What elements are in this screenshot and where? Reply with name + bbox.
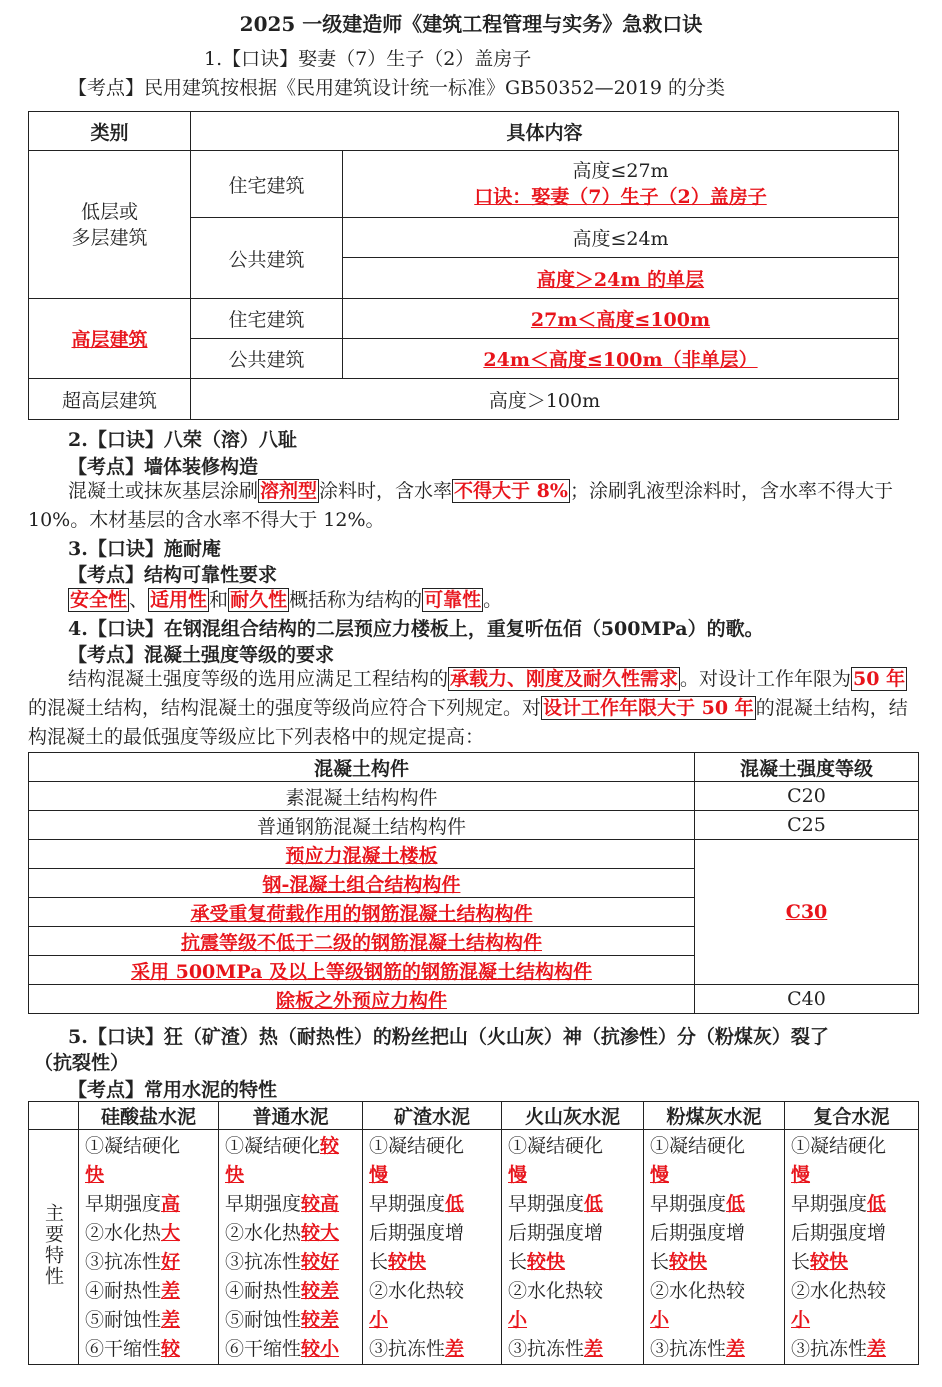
property-line — [369, 1132, 497, 1161]
property-text: 较快 — [810, 1251, 849, 1273]
member-row: 采用 500MPa 及以上等级钢筋的钢筋混凝土结构构件 — [29, 956, 695, 985]
cell-r3: 高度＞24m 的单层 — [343, 258, 899, 299]
property-line — [791, 1306, 914, 1335]
property-line — [650, 1161, 780, 1190]
header-member: 混凝土构件 — [29, 753, 695, 782]
property-text: ①凝结硬化 — [650, 1135, 746, 1157]
property-text: 高 — [161, 1193, 181, 1215]
ordinary-properties — [219, 1130, 363, 1365]
property-text: 低 — [445, 1193, 465, 1215]
composite-properties — [785, 1130, 919, 1365]
property-text: 较高 — [301, 1193, 340, 1215]
section3-point: 【考点】结构可靠性要求 — [68, 564, 278, 586]
s2-highlight-solvent: 溶剂型 — [260, 480, 318, 502]
cell-r6: 高度＞100m — [191, 379, 899, 420]
property-line — [85, 1219, 214, 1248]
property-line — [650, 1132, 780, 1161]
property-line — [650, 1248, 780, 1277]
property-text: ②水化热较 — [508, 1280, 604, 1302]
property-text: ⑤耐蚀性 — [85, 1309, 162, 1331]
section5-point: 【考点】常用水泥的特性 — [68, 1079, 278, 1101]
property-line — [85, 1306, 214, 1335]
property-text: ③抗冻性 — [369, 1338, 446, 1360]
property-line — [85, 1335, 214, 1364]
property-text: 较大 — [301, 1222, 340, 1244]
cell-low-multi — [29, 151, 191, 299]
section1-heading: 1.【口诀】娶妻（7）生子（2）盖房子 — [204, 48, 532, 70]
property-line — [225, 1161, 358, 1190]
header-grade: 混凝土强度等级 — [695, 753, 919, 782]
property-line — [225, 1132, 358, 1161]
property-text: 早期强度 — [85, 1193, 162, 1215]
property-text: ②水化热较 — [369, 1280, 465, 1302]
property-line — [650, 1335, 780, 1364]
property-text: 较 — [161, 1338, 181, 1360]
property-text: ②水化热 — [85, 1222, 162, 1244]
member-row: 承受重复荷载作用的钢筋混凝土结构构件 — [29, 898, 695, 927]
property-line — [508, 1190, 639, 1219]
property-text: 低 — [726, 1193, 746, 1215]
header-category: 类别 — [29, 112, 191, 151]
cement-properties-table — [28, 1101, 919, 1365]
section2-paragraph — [28, 477, 918, 535]
concrete-strength-table — [28, 752, 919, 1014]
property-text: 低 — [584, 1193, 604, 1215]
property-text: 大 — [161, 1222, 181, 1244]
s4-text-e: 的混凝土结构，结构混凝土的强度等级尚应符合下列规定。对 — [28, 697, 542, 719]
property-text: 较快 — [527, 1251, 566, 1273]
property-text: 低 — [867, 1193, 887, 1215]
property-text: ②水化热较 — [650, 1280, 746, 1302]
property-text: ③抗冻性 — [650, 1338, 727, 1360]
s3-mid: 概括称为结构的 — [289, 589, 423, 611]
section1-point — [68, 73, 725, 100]
point-label: 【考点】 — [68, 77, 145, 99]
property-line — [85, 1132, 214, 1161]
property-text: 早期强度 — [225, 1193, 302, 1215]
property-line — [369, 1219, 497, 1248]
s3-sep1: 、 — [129, 589, 149, 611]
property-text: 后期强度增 — [650, 1222, 746, 1244]
property-text: 差 — [161, 1280, 181, 1302]
property-text: 差 — [867, 1338, 887, 1360]
flyash-properties — [644, 1130, 785, 1365]
building-classification-table — [28, 111, 899, 420]
header-blank — [29, 1102, 79, 1130]
cell-low-multi-line1: 低层或 — [80, 200, 138, 223]
property-line — [85, 1161, 214, 1190]
property-line — [225, 1219, 358, 1248]
s4-highlight-capacity: 承载力、刚度及耐久性需求 — [450, 668, 679, 690]
property-text: ②水化热较 — [791, 1280, 887, 1302]
property-line — [791, 1132, 914, 1161]
property-text: 较 — [320, 1135, 340, 1157]
property-text: ①凝结硬化 — [85, 1135, 181, 1157]
property-line — [369, 1306, 497, 1335]
s4-text-g: 的混凝土结构，结构混凝土的最低强度等级应比下列表格中的规定提高： — [28, 697, 908, 748]
s3-durability: 耐久性 — [230, 589, 288, 611]
header-pozzolan: 火山灰水泥 — [502, 1102, 644, 1130]
property-text: 小 — [508, 1309, 528, 1331]
property-line — [225, 1248, 358, 1277]
cell-residential-2: 住宅建筑 — [191, 299, 343, 339]
property-line — [225, 1306, 358, 1335]
property-text: 差 — [445, 1338, 465, 1360]
member-row: 钢-混凝土组合结构构件 — [29, 869, 695, 898]
property-line — [225, 1277, 358, 1306]
header-composite: 复合水泥 — [785, 1102, 919, 1130]
property-text: 慢 — [791, 1164, 811, 1186]
property-text: 差 — [584, 1338, 604, 1360]
property-line — [508, 1132, 639, 1161]
property-line — [791, 1190, 914, 1219]
property-line — [508, 1248, 639, 1277]
section3-heading: 3.【口诀】施耐庵 — [68, 538, 221, 560]
property-text: 较快 — [669, 1251, 708, 1273]
property-line — [791, 1277, 914, 1306]
property-text: 小 — [369, 1309, 389, 1331]
s2-text-c: 涂料时，含水率 — [319, 480, 453, 502]
cell-public-2: 公共建筑 — [191, 339, 343, 379]
property-text: 早期强度 — [791, 1193, 868, 1215]
property-line — [791, 1161, 914, 1190]
pozzolan-properties — [502, 1130, 644, 1365]
property-text: 慢 — [508, 1164, 528, 1186]
property-text: 长 — [508, 1251, 528, 1273]
property-text: 小 — [791, 1309, 811, 1331]
property-line — [791, 1219, 914, 1248]
property-text: 快 — [85, 1164, 105, 1186]
s4-text-c: 。对设计工作年限为 — [680, 668, 852, 690]
property-line — [85, 1277, 214, 1306]
cell-r5: 24m＜高度≤100m（非单层） — [343, 339, 899, 379]
property-line — [508, 1306, 639, 1335]
cell-r2: 高度≤24m — [343, 218, 899, 258]
property-line — [369, 1277, 497, 1306]
cell-high-rise: 高层建筑 — [29, 299, 191, 379]
property-text: 较差 — [301, 1280, 340, 1302]
property-text: 小 — [650, 1309, 670, 1331]
section2-heading: 2.【口诀】八荣（溶）八耻 — [68, 429, 297, 451]
member-row: 普通钢筋混凝土结构构件 — [29, 811, 695, 840]
property-text: ①凝结硬化 — [791, 1135, 887, 1157]
property-line — [791, 1248, 914, 1277]
property-line — [508, 1335, 639, 1364]
property-text: 早期强度 — [508, 1193, 585, 1215]
s2-text-e: ；涂刷乳液型涂料时，含水率不得大于 10%。木材基层的含水率不得大于 12%。 — [28, 480, 893, 531]
cell-public: 公共建筑 — [191, 218, 343, 299]
point-text: 民用建筑按根据《民用建筑设计统一标准》GB50352—2019 的分类 — [144, 77, 725, 99]
s3-sep2: 和 — [209, 589, 229, 611]
property-text: 好 — [161, 1251, 181, 1273]
property-line — [225, 1190, 358, 1219]
property-text: 慢 — [369, 1164, 389, 1186]
s3-reliability: 可靠性 — [424, 589, 482, 611]
cell-r4: 27m＜高度≤100m — [343, 299, 899, 339]
grade-c40: C40 — [695, 985, 919, 1014]
portland-properties — [79, 1130, 219, 1365]
property-text: ③抗冻性 — [225, 1251, 302, 1273]
property-text: 长 — [369, 1251, 389, 1273]
s3-applicability: 适用性 — [150, 589, 208, 611]
property-text: ①凝结硬化 — [369, 1135, 465, 1157]
member-row: 预应力混凝土楼板 — [29, 840, 695, 869]
property-text: ③抗冻性 — [508, 1338, 585, 1360]
property-text: ①凝结硬化 — [508, 1135, 604, 1157]
section5-heading-line1: 5.【口诀】狂（矿渣）热（耐热性）的粉丝把山（火山灰）神（抗渗性）分（粉煤灰）裂了 — [68, 1026, 829, 1048]
cell-super-high: 超高层建筑 — [29, 379, 191, 420]
section4-paragraph — [28, 665, 918, 752]
header-ordinary: 普通水泥 — [219, 1102, 363, 1130]
s4-text-a: 结构混凝土强度等级的选用应满足工程结构的 — [68, 668, 449, 690]
section3-paragraph — [68, 585, 502, 612]
property-text: 差 — [726, 1338, 746, 1360]
property-text: 早期强度 — [650, 1193, 727, 1215]
grade-c20: C20 — [695, 782, 919, 811]
property-text: 较好 — [301, 1251, 340, 1273]
property-line — [225, 1335, 358, 1364]
member-row: 素混凝土结构构件 — [29, 782, 695, 811]
property-text: 长 — [650, 1251, 670, 1273]
property-text: ⑥干缩性 — [225, 1338, 302, 1360]
property-text: 后期强度增 — [791, 1222, 887, 1244]
header-content: 具体内容 — [191, 112, 899, 151]
property-text: 慢 — [650, 1164, 670, 1186]
cell-r1-mnemonic: 口诀：娶妻（7）生子（2）盖房子 — [474, 186, 767, 208]
property-text: ⑤耐蚀性 — [225, 1309, 302, 1331]
property-line — [508, 1161, 639, 1190]
property-text: ③抗冻性 — [791, 1338, 868, 1360]
member-row: 除板之外预应力构件 — [29, 985, 695, 1014]
property-text: ③抗冻性 — [85, 1251, 162, 1273]
property-line — [369, 1248, 497, 1277]
s3-end: 。 — [483, 589, 503, 611]
cell-low-multi-line2: 多层建筑 — [71, 226, 148, 249]
row-label-main-properties — [29, 1130, 79, 1365]
property-line — [85, 1248, 214, 1277]
property-text: 快 — [225, 1164, 245, 1186]
property-text: ⑥干缩性 — [85, 1338, 162, 1360]
property-text: 长 — [791, 1251, 811, 1273]
s4-highlight-50years: 50 年 — [853, 668, 906, 690]
property-line — [650, 1306, 780, 1335]
section4-point: 【考点】混凝土强度等级的要求 — [68, 644, 335, 666]
cell-residential: 住宅建筑 — [191, 151, 343, 218]
cell-r1-height: 高度≤27m — [572, 160, 669, 182]
row-label-text: 主要特性 — [42, 1202, 64, 1287]
property-text: 后期强度增 — [508, 1222, 604, 1244]
document-title: 2025 一级建造师《建筑工程管理与实务》急救口诀 — [239, 12, 703, 36]
property-line — [508, 1219, 639, 1248]
property-text: 较差 — [301, 1309, 340, 1331]
property-line — [791, 1335, 914, 1364]
member-row: 抗震等级不低于二级的钢筋混凝土结构构件 — [29, 927, 695, 956]
grade-c25: C25 — [695, 811, 919, 840]
property-text: 后期强度增 — [369, 1222, 465, 1244]
header-portland: 硅酸盐水泥 — [79, 1102, 219, 1130]
s4-highlight-over50: 设计工作年限大于 50 年 — [543, 697, 754, 719]
property-line — [369, 1335, 497, 1364]
property-text: ②水化热 — [225, 1222, 302, 1244]
cell-r1 — [343, 151, 899, 218]
property-line — [85, 1190, 214, 1219]
s2-text-a: 混凝土或抹灰基层涂刷 — [68, 480, 259, 502]
property-line — [650, 1219, 780, 1248]
property-text: ④耐热性 — [85, 1280, 162, 1302]
property-line — [369, 1161, 497, 1190]
grade-c30: C30 — [695, 840, 919, 985]
header-slag: 矿渣水泥 — [363, 1102, 502, 1130]
s3-safety: 安全性 — [70, 589, 128, 611]
slag-properties — [363, 1130, 502, 1365]
property-line — [650, 1190, 780, 1219]
header-flyash: 粉煤灰水泥 — [644, 1102, 785, 1130]
property-text: ④耐热性 — [225, 1280, 302, 1302]
property-line — [508, 1277, 639, 1306]
s2-highlight-8pct: 不得大于 8% — [454, 480, 568, 502]
property-text: ①凝结硬化 — [225, 1135, 321, 1157]
property-line — [650, 1277, 780, 1306]
property-text: 差 — [161, 1309, 181, 1331]
property-text: 较小 — [301, 1338, 340, 1360]
property-line — [369, 1190, 497, 1219]
section4-heading: 4.【口诀】在钢混组合结构的二层预应力楼板上，重复听伍佰（500MPa）的歌。 — [68, 618, 764, 640]
section2-point: 【考点】墙体装修构造 — [68, 456, 259, 478]
section5-heading-line2: （抗裂性） — [34, 1052, 130, 1074]
property-text: 早期强度 — [369, 1193, 446, 1215]
property-text: 较快 — [388, 1251, 427, 1273]
